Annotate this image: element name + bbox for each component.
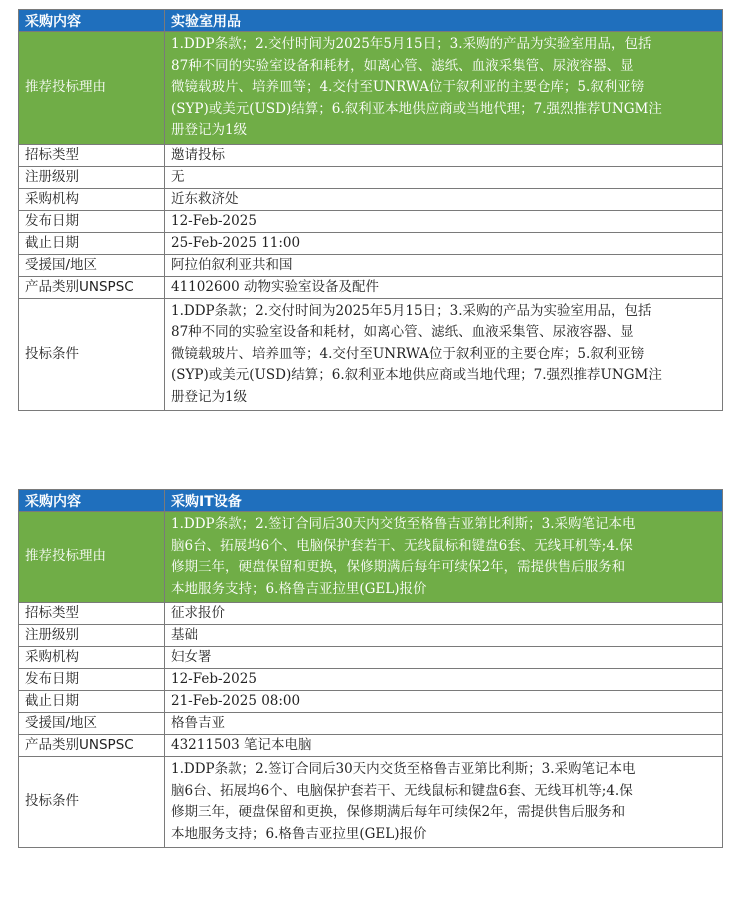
row-value: 无: [165, 166, 723, 188]
recommendation-label: 推荐投标理由: [19, 32, 165, 145]
text-line: 微镜载玻片、培养皿等；4.交付至UNRWA位于叙利亚的主要仓库；5.叙利亚镑: [171, 345, 645, 362]
header-value: 采购IT设备: [165, 490, 723, 512]
recommendation-label: 推荐投标理由: [19, 512, 165, 603]
header-row: [19, 490, 723, 512]
conditions-row: [19, 298, 723, 411]
recommendation-text: [165, 512, 723, 603]
row-value: 43211503 笔记本电脑: [165, 735, 723, 757]
header-label: 采购内容: [19, 10, 165, 32]
row-label: 发布日期: [19, 210, 165, 232]
table-row: [19, 210, 723, 232]
conditions-row: [19, 757, 723, 848]
table-row: [19, 735, 723, 757]
text-line: 1.DDP条款；2.交付时间为2025年5月15日；3.采购的产品为实验室用品，包括: [171, 302, 652, 319]
text-line: 87种不同的实验室设备和耗材，如离心管、滤纸、血液采集管、尿液容器、显: [171, 324, 634, 340]
row-value: 格鲁吉亚: [165, 713, 723, 735]
recommendation-text: [165, 32, 723, 145]
row-label: 产品类别UNSPSC: [19, 735, 165, 757]
conditions-text: [165, 757, 723, 848]
table-row: [19, 625, 723, 647]
row-label: 产品类别UNSPSC: [19, 276, 165, 298]
text-line: (SYP)或美元(USD)结算；6.叙利亚本地供应商或当地代理；7.强烈推荐UNGM注: [171, 100, 662, 117]
row-label: 招标类型: [19, 144, 165, 166]
text-line: 1.DDP条款；2.交付时间为2025年5月15日；3.采购的产品为实验室用品，包括: [171, 36, 652, 52]
text-line: 1.DDP条款；2.签订合同后30天内交货至格鲁吉亚第比利斯；3.采购笔记本电: [171, 516, 636, 532]
row-value: 25-Feb-2025 11:00: [165, 232, 723, 254]
text-line: 87种不同的实验室设备和耗材，如离心管、滤纸、血液采集管、尿液容器、显: [171, 57, 634, 74]
table-row: [19, 144, 723, 166]
row-label: 发布日期: [19, 669, 165, 691]
text-line: (SYP)或美元(USD)结算；6.叙利亚本地供应商或当地代理；7.强烈推荐UNGM注: [171, 367, 662, 383]
conditions-label: 投标条件: [19, 298, 165, 411]
table-row: [19, 691, 723, 713]
table-row: [19, 713, 723, 735]
conditions-text: [165, 298, 723, 411]
table-row: [19, 254, 723, 276]
text-line: 修期三年，硬盘保留和更换，保修期满后每年可续保2年，需提供售后服务和: [171, 559, 626, 575]
row-label: 注册级别: [19, 625, 165, 647]
text-line: 微镜载玻片、培养皿等；4.交付至UNRWA位于叙利亚的主要仓库；5.叙利亚镑: [171, 79, 645, 95]
row-value: 41102600 动物实验室设备及配件: [165, 276, 723, 298]
header-label: 采购内容: [19, 490, 165, 512]
recommendation-row: [19, 512, 723, 603]
row-value: 妇女署: [165, 647, 723, 669]
row-value: 12-Feb-2025: [165, 669, 723, 691]
text-line: 本地服务支持；6.格鲁吉亚拉里(GEL)报价: [171, 580, 427, 597]
table-row: [19, 188, 723, 210]
row-label: 截止日期: [19, 691, 165, 713]
table-row: [19, 276, 723, 298]
procurement-table-2: [18, 489, 723, 848]
table-row: [19, 603, 723, 625]
row-value: 近东救济处: [165, 188, 723, 210]
text-line: 1.DDP条款；2.签订合同后30天内交货至格鲁吉亚第比利斯；3.采购笔记本电: [171, 761, 636, 777]
recommendation-row: [19, 32, 723, 145]
row-value: 12-Feb-2025: [165, 210, 723, 232]
row-value: 21-Feb-2025 08:00: [165, 691, 723, 713]
procurement-table-1: [18, 9, 723, 411]
row-label: 招标类型: [19, 603, 165, 625]
row-label: 受援国/地区: [19, 713, 165, 735]
row-value: 阿拉伯叙利亚共和国: [165, 254, 723, 276]
row-label: 注册级别: [19, 166, 165, 188]
table-row: [19, 232, 723, 254]
table-row: [19, 647, 723, 669]
row-label: 受援国/地区: [19, 254, 165, 276]
row-label: 截止日期: [19, 232, 165, 254]
text-line: 册登记为1级: [171, 122, 248, 138]
header-row: [19, 10, 723, 32]
text-line: 脑6台、拓展坞6个、电脑保护套若干、无线鼠标和键盘6套、无线耳机等;4.保: [171, 782, 633, 799]
text-line: 本地服务支持；6.格鲁吉亚拉里(GEL)报价: [171, 825, 427, 842]
conditions-label: 投标条件: [19, 757, 165, 848]
row-value: 基础: [165, 625, 723, 647]
row-label: 采购机构: [19, 188, 165, 210]
table-row: [19, 166, 723, 188]
row-value: 邀请投标: [165, 144, 723, 166]
text-line: 脑6台、拓展坞6个、电脑保护套若干、无线鼠标和键盘6套、无线耳机等;4.保: [171, 537, 633, 554]
row-value: 征求报价: [165, 603, 723, 625]
table-row: [19, 669, 723, 691]
row-label: 采购机构: [19, 647, 165, 669]
header-value: 实验室用品: [165, 10, 723, 32]
text-line: 册登记为1级: [171, 388, 248, 405]
text-line: 修期三年，硬盘保留和更换，保修期满后每年可续保2年，需提供售后服务和: [171, 804, 626, 820]
